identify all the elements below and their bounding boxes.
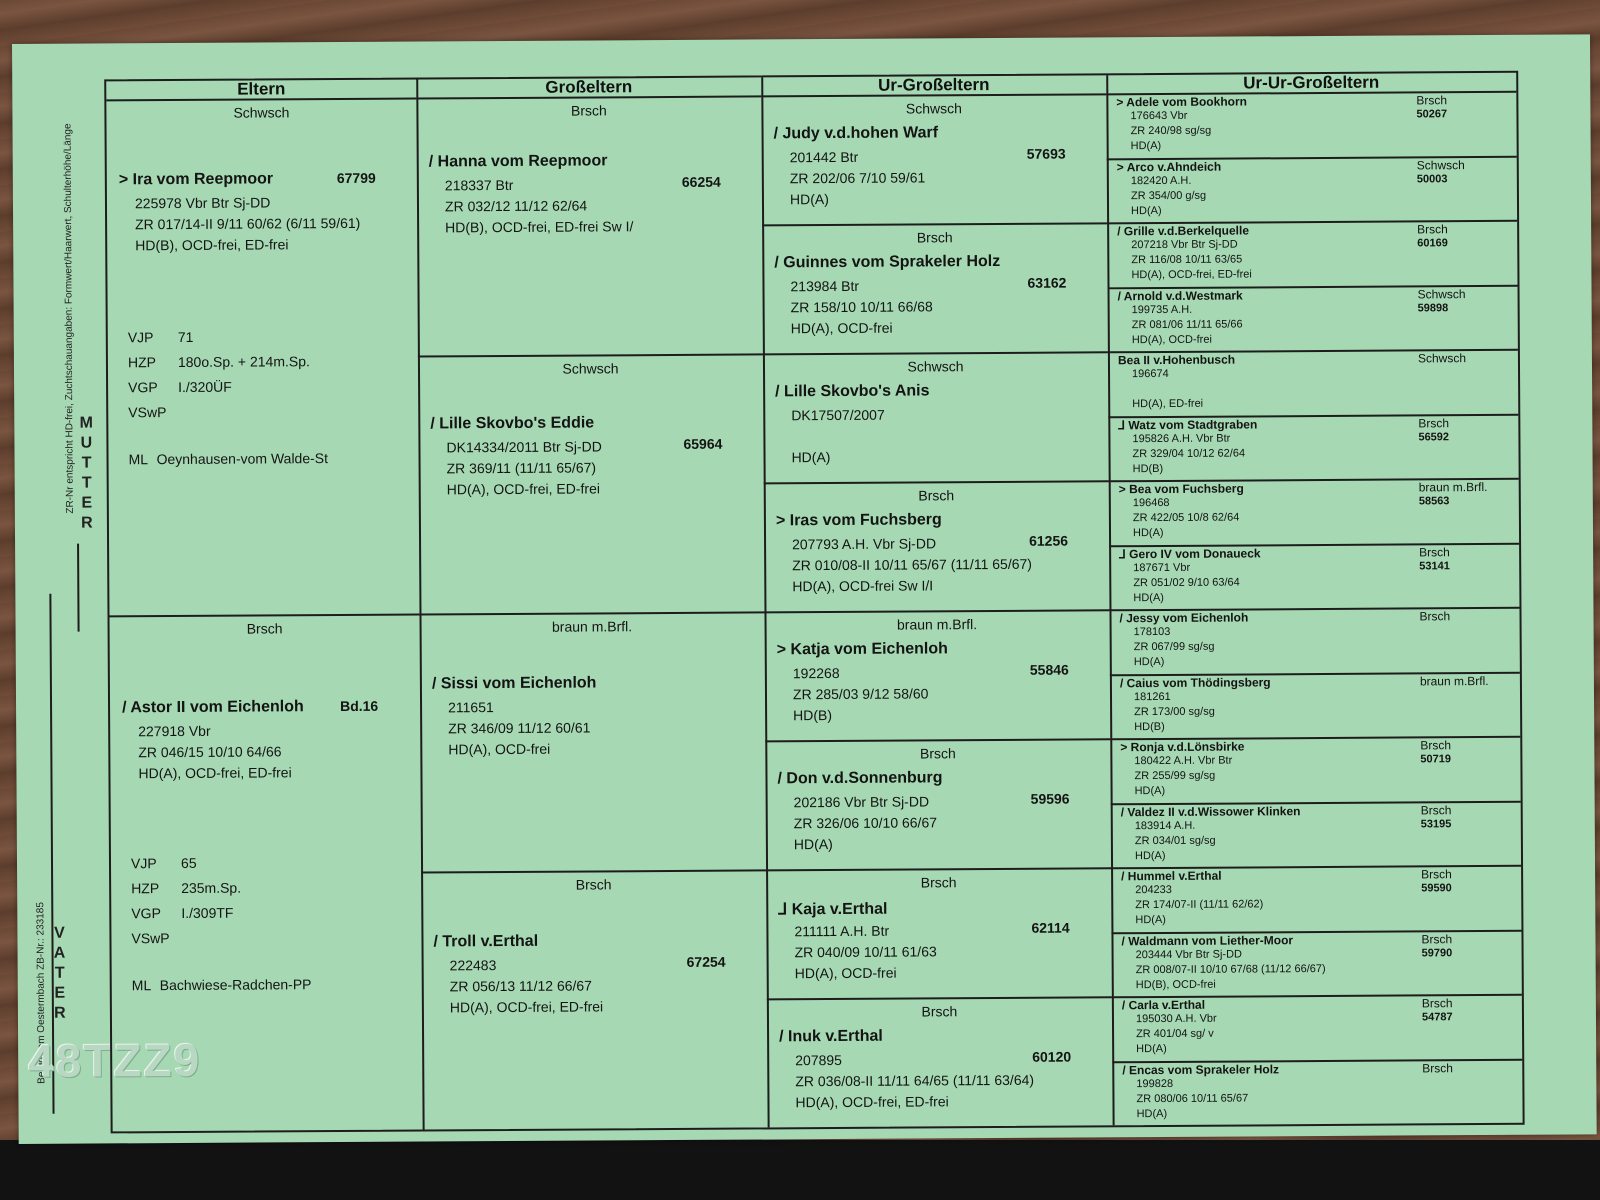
registration-number: 58563 [1418,495,1450,508]
detail-line: ZR 422/05 10/8 62/64 [1132,511,1240,525]
pedigree-cell [767,996,1113,1127]
coat-color: Brsch [1418,415,1450,430]
test-result: 235m.Sp. [181,879,242,896]
vertical-letter: T [81,474,92,492]
detail-line: HD(A) [1133,591,1165,604]
vertical-letter: U [80,434,93,452]
dog-name: ⅃ Kaja v.Erthal [778,900,888,919]
detail-line: HD(A) [1134,849,1166,862]
detail-line: ZR 369/11 (11/11 65/67) [446,459,597,477]
detail-line: 203444 Vbr Btr Sj-DD [1135,948,1243,961]
coat-color: Schwsch [562,360,619,377]
vertical-letter: E [54,984,66,1002]
mutter-label [78,414,95,534]
dog-name: / Judy v.d.hohen Warf [773,124,939,143]
dog-name: > Iras vom Fuchsberg [775,511,942,530]
detail-line: HD(A) [1136,1042,1167,1056]
pedigree-cell [761,93,1107,224]
pedigree-cell [764,480,1110,611]
detail-line: 207793 A.H. Vbr Sj-DD [792,535,937,553]
detail-line: 180422 A.H. Vbr Btr [1134,754,1233,768]
detail-line: HD(A), OCD-frei, ED-frei [138,764,292,782]
ml-value: Oeynhausen-vom Walde-St [156,450,329,468]
registration-number: 53195 [1420,817,1452,830]
pedigree-cell [421,869,768,1129]
dog-name: / Sissi vom Eichenloh [431,674,597,693]
detail-line: HD(A) [791,449,831,466]
detail-line: HD(B) [1132,462,1164,475]
dog-name: > Arco v.Ahndeich [1116,159,1222,174]
pedigree-cell [1111,865,1521,932]
detail-line: ZR 051/02 9/10 63/64 [1133,576,1240,589]
detail-line: ZR 255/99 sg/sg [1134,769,1216,783]
mother-bracket-line [77,544,80,632]
detail-line: 218337 Btr [444,176,514,194]
pedigree-cell [765,738,1111,869]
coat-color: Brsch [1421,996,1453,1011]
registration-number: 50719 [1420,753,1452,766]
detail-line: ZR 326/06 10/10 66/67 [793,814,938,832]
detail-line: 195826 A.H. Vbr Btr [1132,432,1231,445]
registration-number: 59898 [1417,301,1449,314]
detail-line: ZR 173/00 sg/sg [1134,705,1215,718]
detail-line: HD(A), OCD-frei, ED-frei [446,480,601,498]
dog-name: > Ronja v.d.Lönsbirke [1120,739,1245,755]
column-header: Großeltern [416,77,761,99]
dog-name: ⅃ Gero IV vom Donaueck [1119,545,1261,561]
vertical-letter: R [81,514,93,532]
detail-line: ZR 032/12 11/12 62/64 [444,197,588,215]
vertical-letter: M [79,414,94,432]
registration-number: 59596 [1030,790,1070,807]
pedigree-cell [1109,478,1519,545]
pedigree-cell [106,98,419,616]
pedigree-cell [1110,736,1520,803]
coat-color: Brsch [1419,609,1451,624]
detail-line: HD(A) [1133,655,1165,669]
ml-value: Bachwiese-Radchen-PP [159,976,312,994]
dog-name: / Jessy vom Eichenloh [1119,610,1249,626]
pedigree-cell [763,351,1109,482]
coat-color: Schwsch [905,100,962,117]
pedigree-cell [1112,994,1522,1061]
detail-line: HD(B) [1134,720,1165,733]
registration-number: 55846 [1029,661,1069,678]
coat-color: Schwsch [907,358,964,375]
detail-line: 199828 [1136,1077,1174,1090]
vertical-letter: T [54,964,65,982]
embossed-stamp: 48TZZ9 [28,1033,202,1087]
detail-line: 196468 [1132,496,1170,510]
pedigree-table [104,71,1524,1134]
pedigree-cell [764,609,1110,740]
detail-line: 201442 Btr [789,148,859,166]
table-edge-shadow [0,1140,1600,1200]
detail-line: 181261 [1133,690,1171,703]
detail-line: ZR 116/08 10/11 63/65 [1131,253,1243,267]
registration-number: 59790 [1421,946,1453,959]
coat-color: Brsch [920,874,957,891]
detail-line: ZR 008/07-II 10/10 67/68 (11/12 66/67) [1135,962,1326,976]
detail-line: 195030 A.H. Vbr [1135,1012,1217,1026]
coat-color: Brsch [1421,931,1453,946]
registration-number: Bd.16 [340,697,379,715]
pedigree-cell [109,614,422,1132]
coat-color: braun m.Brfl. [1418,479,1488,495]
detail-line: DK14334/2011 Btr Sj-DD [446,438,602,456]
coat-color: braun m.Brfl. [896,616,978,633]
test-result: 180o.Sp. + 214m.Sp. [177,353,310,370]
registration-number: 61256 [1029,532,1069,549]
detail-line: HD(B) [793,707,833,724]
detail-line: HD(A), ED-frei [1132,397,1204,411]
pedigree-cell [416,95,763,355]
coat-color: Schwsch [233,104,290,121]
registration-number: 66254 [681,173,721,190]
coat-color: Brsch [1420,738,1452,753]
detail-line: 196674 [1132,367,1169,381]
test-result: I./320ÜF [178,378,232,395]
coat-color: Brsch [1421,867,1452,882]
detail-line: 211651 [448,699,494,716]
registration-number: 50267 [1416,108,1448,121]
coat-color: Brsch [1419,544,1450,559]
owner-registration-text: Bergo vom Oestermbach ZB-Nr.: 233185 [35,902,48,1084]
detail-line: ZR 285/03 9/12 58/60 [792,685,929,703]
detail-line: ZR 040/09 10/11 61/63 [794,943,937,961]
detail-line: ZR 202/06 7/10 59/61 [789,169,926,187]
detail-line: 182420 A.H. [1130,174,1192,187]
detail-line: ZR 036/08-II 11/11 64/65 (11/11 63/64) [795,1071,1035,1090]
detail-line: HD(A), OCD-frei [1131,333,1212,346]
detail-line: HD(B), OCD-frei, ED-frei [135,236,289,254]
detail-line: ZR 017/14-II 9/11 60/62 (6/11 59/61) [135,214,361,233]
detail-line: ZR 240/98 sg/sg [1130,124,1212,138]
dog-name: / Inuk v.Erthal [779,1027,883,1046]
registration-number: 54787 [1421,1011,1453,1024]
detail-line: DK17507/2007 [791,406,885,424]
detail-line: HD(A), OCD-frei Sw I/I [792,577,934,595]
detail-line: ZR 080/06 10/11 65/67 [1136,1091,1249,1105]
detail-line: HD(A) [1130,139,1162,153]
coat-color: Brsch [570,102,607,119]
vertical-letter: V [54,924,65,942]
dog-name: / Waldmann vom Liether-Moor [1121,932,1294,948]
test-label: HZP [131,880,160,897]
detail-line: 222483 [449,957,497,974]
test-label: VGP [131,905,161,922]
coat-color: Brsch [1417,222,1448,237]
pedigree-cell [419,611,766,871]
pedigree-cell [1107,220,1517,287]
pedigree-cell [1109,542,1519,609]
detail-line: HD(A) [1136,1107,1168,1120]
coat-color: braun m.Brfl. [551,618,633,635]
detail-line: HD(A) [1135,913,1166,927]
column-header: Ur-Großeltern [761,75,1106,97]
detail-line: HD(A), OCD-frei, ED-frei [1131,268,1252,282]
ml-label: ML [128,451,149,468]
detail-line: ZR 010/08-II 10/11 65/67 (11/11 65/67) [792,555,1032,574]
detail-line: HD(B), OCD-frei, ED-frei Sw I/ [445,218,634,236]
column-header: Ur-Ur-Großeltern [1106,73,1516,96]
dog-name: / Lille Skovbo's Anis [775,382,930,401]
detail-line: HD(A), OCD-frei [794,964,897,982]
detail-line: 199735 A.H. [1131,303,1193,316]
detail-line: 225978 Vbr Btr Sj-DD [134,194,271,212]
coat-color: Schwsch [1416,157,1465,172]
dog-name: / Carla v.Erthal [1121,997,1206,1013]
detail-line: 176643 Vbr [1130,109,1188,123]
dog-name: > Ira vom Reepmoor [118,170,274,189]
pedigree-cell [766,867,1112,998]
detail-line: 192268 [792,664,840,682]
detail-line: 227918 Vbr [138,722,211,740]
registration-number: 50003 [1416,172,1448,185]
detail-line: 207218 Vbr Btr Sj-DD [1131,238,1238,252]
detail-line: HD(A), OCD-frei, ED-frei [795,1093,949,1111]
detail-line: HD(A) [1131,204,1162,217]
registration-number: 53141 [1419,559,1450,572]
dog-name: / Valdez II v.d.Wissower Klinken [1120,803,1301,819]
registration-number: 65964 [683,435,723,452]
pedigree-cell [418,353,765,613]
detail-line: ZR 067/99 sg/sg [1133,640,1215,654]
test-label: VGP [128,379,158,396]
dog-name: / Astor II vom Eichenloh [122,698,304,717]
coat-color: Schwsch [1417,351,1467,366]
pedigree-cell [1107,155,1517,222]
test-label: HZP [127,354,156,371]
coat-color: Brsch [1422,1060,1454,1075]
coat-color: Brsch [916,229,953,246]
registration-number: 60169 [1417,237,1448,250]
pedigree-cell [1106,91,1516,158]
coat-color: Brsch [918,487,955,504]
dog-name: / Caius vom Thödingsberg [1119,674,1271,690]
coat-color: Brsch [575,876,612,893]
detail-line: HD(A), OCD-frei [790,319,893,337]
detail-line: ZR 081/06 11/11 65/66 [1131,317,1243,331]
pedigree-cell [1108,349,1518,416]
vertical-letter: T [81,454,92,472]
dog-name: / Encas vom Sprakeler Holz [1122,1061,1280,1077]
vertical-letter: E [81,494,93,512]
registration-number: 56592 [1418,430,1450,443]
test-label: VJP [130,855,157,872]
detail-line: 204233 [1135,883,1172,897]
dog-name: > Katja vom Eichenloh [776,640,948,659]
pedigree-cell [1109,607,1519,674]
dog-name: > Adele vom Bookhorn [1116,94,1247,110]
detail-line: HD(A) [1132,526,1164,540]
coat-color: Brsch [246,620,283,637]
vertical-letter: A [53,944,66,962]
dog-name: / Hanna vom Reepmoor [428,152,608,171]
coat-color: Brsch [919,745,956,762]
detail-line: ZR 174/07-II (11/11 62/62) [1135,898,1264,912]
pedigree-cell [1111,800,1521,867]
detail-line: 183914 A.H. [1134,819,1196,832]
vertical-letter: R [54,1004,66,1022]
pedigree-cell [1111,929,1521,996]
dog-name: > Bea vom Fuchsberg [1118,481,1244,497]
pedigree-cell [1108,284,1518,351]
registration-number: 63162 [1027,274,1067,291]
coat-color: Brsch [1416,93,1448,108]
dog-name: / Lille Skovbo's Eddie [430,414,595,433]
detail-line: 187671 Vbr [1133,561,1191,574]
detail-line: HD(B), OCD-frei [1135,978,1216,991]
detail-line: 178103 [1133,625,1171,639]
coat-color: braun m.Brfl. [1419,673,1489,688]
detail-line: HD(A) [1134,784,1166,798]
test-label: VSwP [128,404,167,421]
registration-number: 60120 [1032,1048,1072,1065]
registration-number: 59590 [1421,882,1452,895]
dog-name: ⅃ Watz vom Stadtgraben [1118,416,1258,432]
dog-name: / Hummel v.Erthal [1121,868,1222,884]
test-label: VJP [127,329,154,346]
pedigree-cell [1112,1058,1522,1125]
pedigree-cell [762,222,1108,353]
dog-name: / Don v.d.Sonnenburg [777,769,943,788]
detail-line: ZR 034/01 sg/sg [1134,834,1216,847]
detail-line: 202186 Vbr Btr Sj-DD [793,793,930,811]
detail-line: ZR 056/13 11/12 66/67 [449,977,592,995]
coat-color: Brsch [921,1003,958,1020]
dog-name: / Arnold v.d.Westmark [1117,287,1243,303]
test-result: I./309TF [181,904,234,921]
registration-number: 67254 [686,953,726,970]
test-result: 65 [180,854,197,871]
coat-color: Brsch [1420,802,1452,817]
detail-line: 211111 A.H. Btr [794,922,890,940]
detail-line: HD(A), OCD-frei [448,740,551,758]
test-result: 71 [177,328,194,345]
dog-name: Bea II v.Hohenbusch [1117,352,1236,368]
detail-line: ZR 401/04 sg/ v [1136,1027,1214,1041]
detail-line: HD(A), OCD-frei, ED-frei [449,998,604,1016]
pedigree-cell [1108,413,1518,480]
detail-line: ZR 046/15 10/10 64/66 [138,743,282,761]
detail-line: 213984 Btr [790,277,860,295]
detail-line: HD(A) [793,836,833,853]
dog-name: / Troll v.Erthal [433,932,539,951]
registration-number: 67799 [336,169,376,187]
pedigree-cell [1110,671,1520,738]
detail-line: ZR 329/04 10/12 62/64 [1132,446,1246,460]
column-header: Eltern [106,80,416,102]
coat-color: Schwsch [1417,286,1466,301]
pedigree-sheet [12,34,1597,1144]
detail-line: ZR 346/09 11/12 60/61 [448,719,591,737]
legend-text: ZR-Nr entspricht HD-frei, Zuchtschauangaben: Formwert/Haarwert, Schulterhöhe/Länge [62,123,76,514]
ml-label: ML [131,977,152,994]
detail-line: 207895 [795,1051,842,1069]
dog-name: / Grille v.d.Berkelquelle [1117,223,1250,239]
registration-number: 62114 [1031,919,1070,936]
detail-line: HD(A) [789,191,829,208]
registration-number: 57693 [1026,145,1066,162]
detail-line: ZR 354/00 g/sg [1130,189,1207,202]
dog-name: / Guinnes vom Sprakeler Holz [774,252,1001,272]
test-label: VSwP [131,930,170,947]
detail-line: ZR 158/10 10/11 66/68 [790,298,933,316]
